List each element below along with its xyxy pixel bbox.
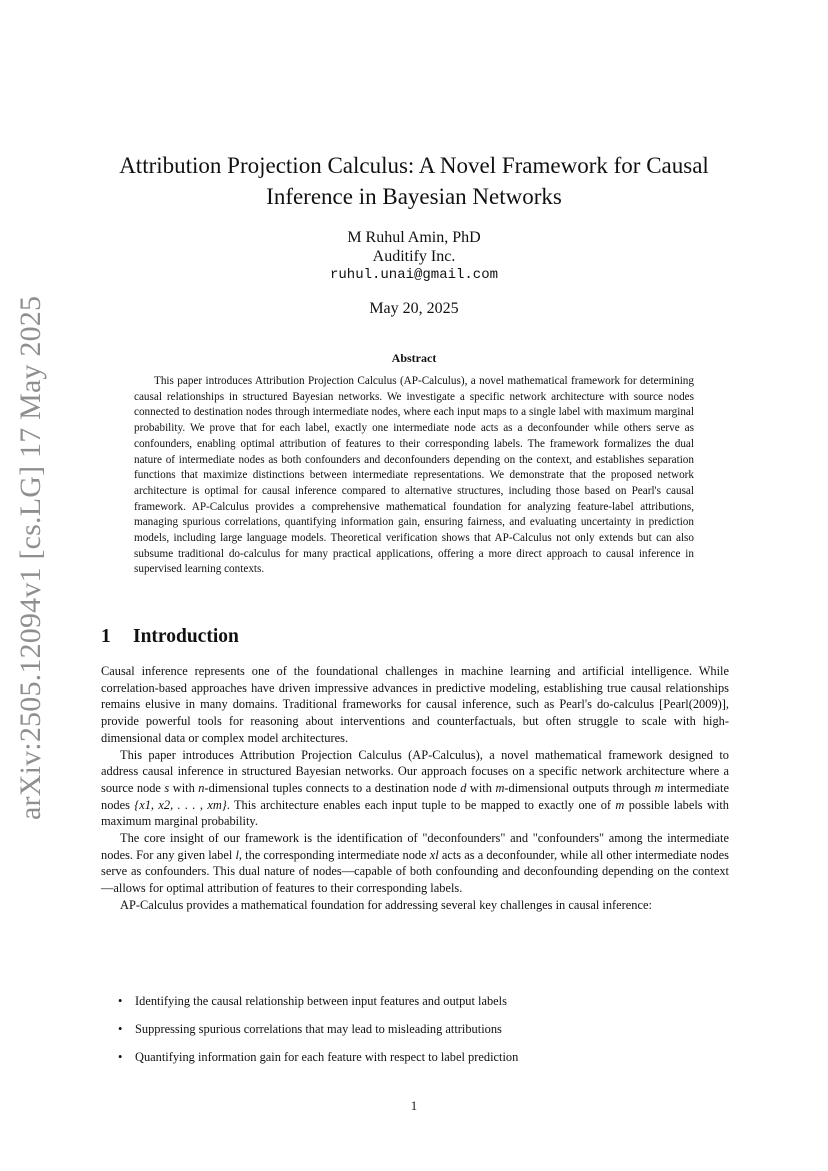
text-run: with xyxy=(466,780,496,795)
text-run: This paper introduces Attribution Projection Calculus (AP-Calculus), a novel mathematical framework designed to address causal inference in structured Bayesian networks. Our approach focuses on a specific network architecture where a source node xyxy=(101,747,729,795)
text-run: The core insight of our framework is the identification of "deconfounders" and "confounders" among the intermediate nodes. For any given label xyxy=(101,831,729,862)
author-name: M Ruhul Amin, PhD xyxy=(347,229,481,246)
paragraph: AP-Calculus provides a mathematical foundation for addressing several key challenges in causal inference: xyxy=(120,897,652,912)
text-run: acts as a deconfounder, while all other intermediate nodes serve as confounders. This dual nature of nodes—capable of both confounding and deconfounding depending on the context—allows for optimal attribution of features to their corresponding labels. xyxy=(101,847,729,896)
math-symbol: l xyxy=(235,847,239,862)
abstract-heading: Abstract xyxy=(391,351,437,365)
bullet-icon: • xyxy=(118,1050,123,1064)
section-body xyxy=(101,663,729,914)
list-item-text: Identifying the causal relationship between input features and output labels xyxy=(135,994,507,1008)
section-heading xyxy=(101,626,239,648)
text-run: . This architecture enables each input tuple to be mapped to exactly one of xyxy=(226,797,616,812)
bullet-icon: • xyxy=(118,1022,123,1036)
text-run: possible labels with maximum marginal probability. xyxy=(101,797,729,829)
paper-date: May 20, 2025 xyxy=(369,300,459,317)
math-symbol: m xyxy=(654,780,664,795)
page-number: 1 xyxy=(410,1099,418,1113)
math-symbol: d xyxy=(460,780,467,795)
bullet-icon: • xyxy=(118,994,123,1008)
text-run: , the corresponding intermediate node xyxy=(238,847,430,862)
math-symbol: n xyxy=(198,780,205,795)
text-run: intermediate nodes xyxy=(101,780,729,812)
author-email: ruhul.unai@gmail.com xyxy=(329,267,499,283)
list-item xyxy=(118,1019,728,1047)
section-title: Introduction xyxy=(133,626,239,647)
text-run: -dimensional tuples connects to a destination node xyxy=(204,780,461,795)
list-item-text: Suppressing spurious correlations that may lead to misleading attributions xyxy=(135,1022,502,1036)
text-run: with xyxy=(169,780,199,795)
paragraph: Causal inference represents one of the foundational challenges in machine learning and artificial intelligence. While correlation-based approaches have driven impressive advances in predictive modeling, establishing true causal relationships remains elusive in many domains. Traditional frameworks for causal inference, such as Pearl's do-calculus [Pearl(2009)], provide powerful tools for reasoning about interventions and counterfactuals, but often struggle to scale with high-dimensional data or complex model architectures. xyxy=(101,664,729,745)
list-item xyxy=(118,1047,728,1075)
math-symbol: s xyxy=(164,780,170,795)
paper-title: Attribution Projection Calculus: A Novel Framework for Causal Inference in Bayesian Networks xyxy=(119,153,709,209)
bullet-list xyxy=(118,991,728,1075)
abstract-text: This paper introduces Attribution Projection Calculus (AP-Calculus), a novel mathematical framework for determining causal relationships in structured Bayesian networks. We investigate a specific network architecture with source nodes connected to destination nodes through intermediate nodes, where each input maps to a single label with maximum marginal probability. We prove that for each label, exactly one intermediate node acts as a deconfounder while others serve as confounders, enabling optimal attribution of features to their corresponding labels. The framework formalizes the dual nature of intermediate nodes as both confounders and deconfounders depending on the context, and establishes separation functions that maximize distinctions between intermediate representations. We demonstrate that the proposed network architecture is optimal for causal inference compared to alternative structures, including those based on Pearl's causal framework. AP-Calculus provides a comprehensive mathematical foundation for analyzing feature-label attributions, managing spurious correlations, quantifying information gain, ensuring fairness, and evaluating uncertainty in prediction models, including large language models. Theoretical verification shows that AP-Calculus not only extends but can also subsume traditional do-calculus for many practical applications, offering a more direct approach to causal inference in supervised learning contexts. xyxy=(134,375,694,576)
math-symbol: m xyxy=(615,797,625,812)
text-run: -dimensional outputs through xyxy=(504,780,655,795)
list-item-text: Quantifying information gain for each feature with respect to label prediction xyxy=(135,1050,519,1064)
math-set: {x1, x2, . . . , xm} xyxy=(134,797,227,812)
author-affiliation: Auditify Inc. xyxy=(372,248,456,265)
paragraph xyxy=(101,747,729,831)
paragraph xyxy=(101,830,729,897)
math-symbol: m xyxy=(495,780,505,795)
list-item xyxy=(118,991,728,1019)
math-symbol: xl xyxy=(429,847,439,862)
author-block xyxy=(214,228,614,285)
arxiv-identifier: arXiv:2505.12094v1 [cs.LG] 17 May 2025 xyxy=(14,295,47,820)
section-number: 1 xyxy=(101,626,111,647)
